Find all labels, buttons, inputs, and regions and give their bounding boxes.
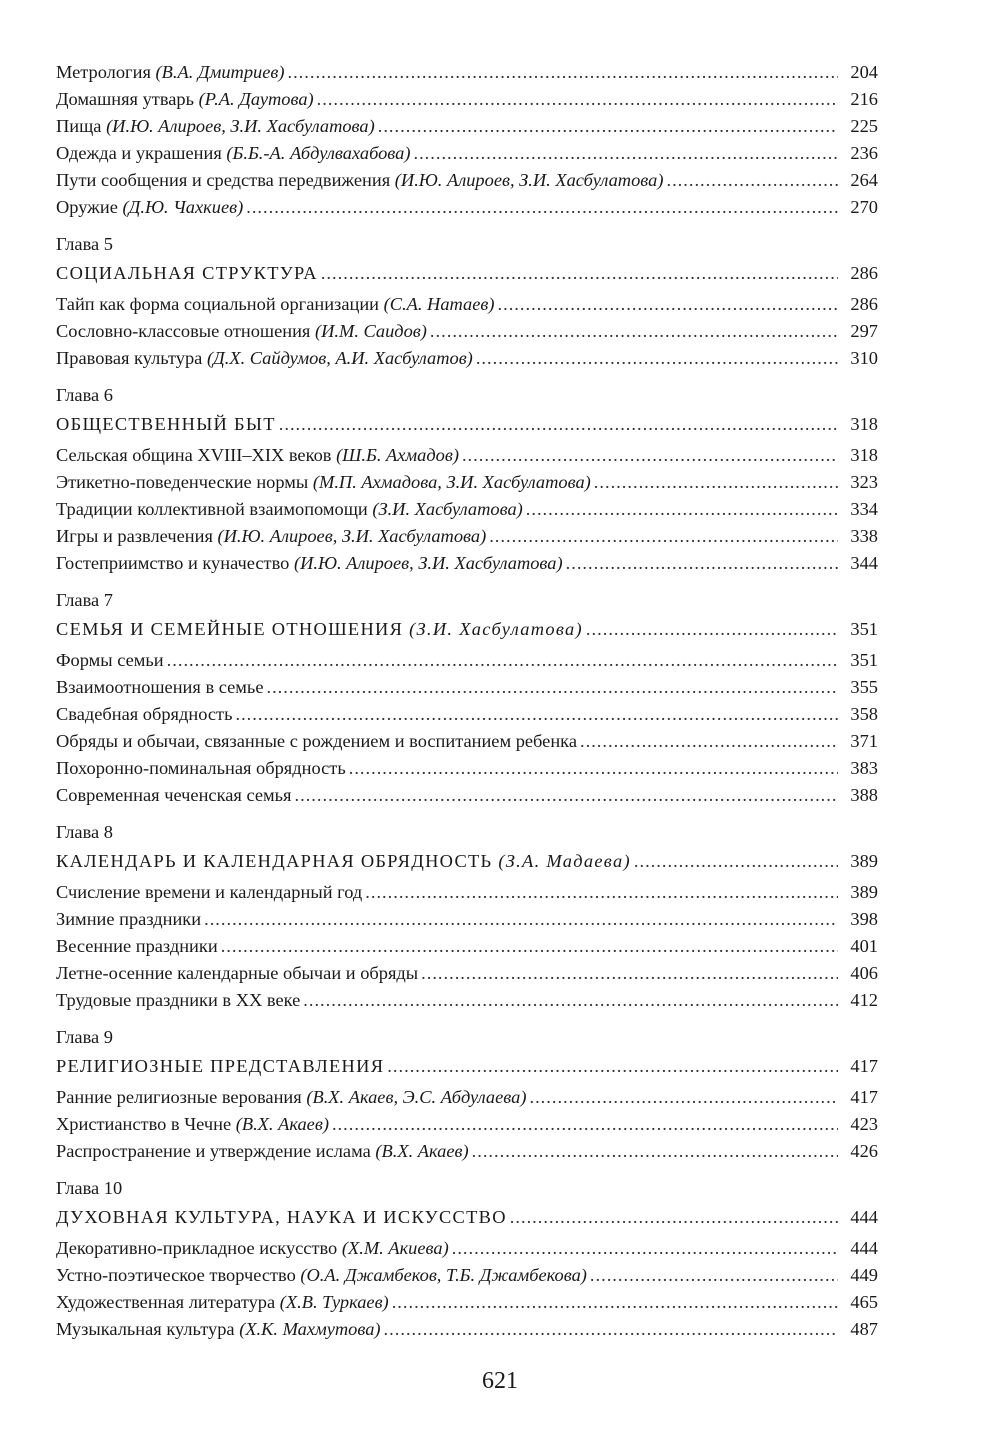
entry-title-text: Ранние религиозные верования: [56, 1087, 302, 1107]
entry-title-text: Тайп как форма социальной организации: [56, 294, 380, 314]
entry-title: [56, 1235, 449, 1262]
entry-authors: (В.Х. Акаев): [375, 1141, 469, 1161]
dot-leader: [489, 523, 838, 550]
table-of-contents: [56, 59, 878, 1343]
entry-page: 270: [850, 197, 878, 217]
toc-entry: [56, 140, 878, 167]
entry-authors: (С.А. Натаев): [383, 294, 495, 314]
entry-page: 383: [850, 758, 878, 778]
entry-page: 338: [850, 526, 878, 546]
entry-title: [56, 616, 583, 643]
dot-leader: [384, 1316, 838, 1343]
entry-title-text: Одежда и украшения: [56, 143, 222, 163]
entry-authors: (В.Х. Акаев, Э.С. Абдулаева): [306, 1087, 527, 1107]
entry-authors: (Х.К. Махмутова): [239, 1319, 381, 1339]
toc-entry: [56, 1235, 878, 1262]
entry-title: [56, 496, 523, 523]
entry-title-text: Пища: [56, 116, 102, 136]
entry-page: 344: [850, 553, 878, 573]
entry-title-text: Зимние праздники: [56, 909, 202, 929]
chapter-heading: [56, 1204, 878, 1231]
dot-leader: [303, 987, 838, 1014]
entry-page: 225: [850, 116, 878, 136]
entry-title: [56, 345, 473, 372]
entry-title-text: Сельская община XVIII–XIX веков: [56, 445, 332, 465]
chapter-label: Глава 5: [56, 234, 113, 254]
entry-title-text: Обряды и обычаи, связанные с рождением и воспитанием ребенка: [56, 731, 577, 751]
entry-title: [56, 59, 284, 86]
entry-title: [56, 291, 495, 318]
entry-title: [56, 260, 318, 287]
dot-leader: [266, 674, 838, 701]
dot-leader: [246, 194, 838, 221]
entry-title-text: Летне-осенние календарные обычаи и обряды: [56, 963, 419, 983]
dot-leader: [566, 550, 838, 577]
entry-title-text: Пути сообщения и средства передвижения: [56, 170, 391, 190]
entry-title-text: Игры и развлечения: [56, 526, 213, 546]
toc-entry: [56, 782, 878, 809]
entry-authors: (Д.Х. Сайдумов, А.И. Хасбулатов): [206, 348, 473, 368]
entry-page: 444: [850, 1207, 878, 1227]
entry-page: 355: [850, 677, 878, 697]
entry-title-text: СОЦИАЛЬНАЯ СТРУКТУРА: [56, 263, 318, 283]
entry-title: [56, 86, 314, 113]
toc-entry: [56, 523, 878, 550]
dot-leader: [365, 879, 838, 906]
toc-entry: [56, 1138, 878, 1165]
entry-title-text: Формы семьи: [56, 650, 164, 670]
entry-page: 334: [850, 499, 878, 519]
entry-title-text: Устно-поэтическое творчество: [56, 1265, 296, 1285]
chapter-label: Глава 6: [56, 385, 113, 405]
entry-page: 216: [850, 89, 878, 109]
chapter-label: Глава 9: [56, 1027, 113, 1047]
entry-page: 351: [850, 619, 878, 639]
entry-page: 426: [850, 1141, 878, 1161]
dot-leader: [526, 496, 838, 523]
dot-leader: [279, 411, 838, 438]
entry-page: 444: [850, 1238, 878, 1258]
chapter-block: [56, 231, 878, 372]
entry-page: 286: [850, 263, 878, 283]
chapter-heading: [56, 616, 878, 643]
dot-leader: [430, 318, 838, 345]
entry-title: [56, 411, 276, 438]
toc-entry: [56, 1111, 878, 1138]
toc-entry: [56, 960, 878, 987]
entry-title-text: Сословно-классовые отношения: [56, 321, 311, 341]
dot-leader: [387, 1053, 838, 1080]
entry-title: [56, 1204, 507, 1231]
entry-title: [56, 879, 362, 906]
dot-leader: [413, 140, 838, 167]
entry-title-text: РЕЛИГИОЗНЫЕ ПРЕДСТАВЛЕНИЯ: [56, 1056, 385, 1076]
dot-leader: [476, 345, 838, 372]
entry-title: [56, 674, 263, 701]
entry-title-text: Домашняя утварь: [56, 89, 195, 109]
entry-page: 423: [850, 1114, 878, 1134]
entry-page: 465: [850, 1292, 878, 1312]
entry-page: 389: [850, 882, 878, 902]
entry-title-text: Гостеприимство и куначество: [56, 553, 290, 573]
entry-title-text: Оружие: [56, 197, 118, 217]
entry-title: [56, 523, 486, 550]
entry-authors: (В.А. Дмитриев): [155, 62, 285, 82]
entry-title: [56, 960, 418, 987]
toc-entry: [56, 167, 878, 194]
entry-page: 417: [850, 1087, 878, 1107]
toc-entry: [56, 987, 878, 1014]
chapter-block: [56, 587, 878, 809]
toc-entry: [56, 1316, 878, 1343]
chapter-block: [56, 1024, 878, 1165]
dot-leader: [594, 469, 838, 496]
entry-title-text: Весенние праздники: [56, 936, 218, 956]
entry-title: [56, 1053, 384, 1080]
entry-title-text: ДУХОВНАЯ КУЛЬТУРА, НАУКА И ИСКУССТВО: [56, 1207, 507, 1227]
entry-title: [56, 113, 375, 140]
toc-entry: [56, 59, 878, 86]
entry-title: [56, 167, 663, 194]
entry-page: 487: [850, 1319, 878, 1339]
dot-leader: [349, 755, 838, 782]
entry-title: [56, 318, 427, 345]
entry-page: 286: [850, 294, 878, 314]
entry-title: [56, 194, 243, 221]
entry-authors: (Х.В. Туркаев): [279, 1292, 389, 1312]
entry-authors: (Д.Ю. Чахкиев): [122, 197, 244, 217]
entry-title: [56, 550, 563, 577]
entry-authors: (И.М. Саидов): [315, 321, 427, 341]
entry-authors: (О.А. Джамбеков, Т.Б. Джамбекова): [300, 1265, 587, 1285]
dot-leader: [392, 1289, 838, 1316]
toc-entry: [56, 469, 878, 496]
dot-leader: [580, 728, 838, 755]
chapter-block: [56, 819, 878, 1014]
dot-leader: [586, 616, 838, 643]
chapter-list: [56, 231, 878, 1343]
dot-leader: [510, 1204, 838, 1231]
toc-entry: [56, 194, 878, 221]
entry-title-text: Этикетно-поведенческие нормы: [56, 472, 309, 492]
dot-leader: [332, 1111, 838, 1138]
toc-entry: [56, 701, 878, 728]
dot-leader: [317, 86, 838, 113]
toc-entry: [56, 86, 878, 113]
entry-page: 236: [850, 143, 878, 163]
entry-title: [56, 469, 591, 496]
entry-page: 398: [850, 909, 878, 929]
chapter-label: Глава 10: [56, 1178, 123, 1198]
entry-title-text: Декоративно-прикладное искусство: [56, 1238, 338, 1258]
chapter-label: Глава 8: [56, 822, 113, 842]
toc-entry: [56, 728, 878, 755]
entry-title-text: Трудовые праздники в XX веке: [56, 990, 301, 1010]
chapter-block: [56, 382, 878, 577]
entry-title: [56, 906, 201, 933]
entry-authors: (И.Ю. Алироев, З.И. Хасбулатова): [106, 116, 375, 136]
dot-leader: [462, 442, 838, 469]
chapter-label: Глава 7: [56, 590, 113, 610]
entry-page: 318: [850, 445, 878, 465]
entry-title: [56, 848, 631, 875]
toc-entry: [56, 291, 878, 318]
toc-entry: [56, 1262, 878, 1289]
dot-leader: [421, 960, 838, 987]
dot-leader: [452, 1235, 838, 1262]
entry-authors: (В.Х. Акаев): [235, 1114, 329, 1134]
toc-entry: [56, 496, 878, 523]
entry-page: 406: [850, 963, 878, 983]
entry-title: [56, 1262, 587, 1289]
toc-entry: [56, 550, 878, 577]
page-number: 621: [482, 1368, 518, 1394]
entry-title: [56, 647, 164, 674]
entry-authors: (М.П. Ахмадова, З.И. Хасбулатова): [312, 472, 591, 492]
entry-title: [56, 1316, 381, 1343]
entry-authors: (З.А. Мадаева): [498, 851, 631, 871]
entry-title-text: Распространение и утверждение ислама: [56, 1141, 371, 1161]
chapter-heading: [56, 411, 878, 438]
chapter-heading: [56, 848, 878, 875]
entry-title: [56, 140, 410, 167]
entry-authors: (Б.Б.-А. Абдулвахабова): [226, 143, 411, 163]
entry-authors: (И.Ю. Алироев, З.И. Хасбулатова): [394, 170, 664, 190]
entry-authors: (З.И. Хасбулатова): [372, 499, 523, 519]
entry-page: 401: [850, 936, 878, 956]
entry-title-text: Взаимоотношения в семье: [56, 677, 264, 697]
entry-title: [56, 1084, 526, 1111]
dot-leader: [529, 1084, 838, 1111]
entry-page: 351: [850, 650, 878, 670]
dot-leader: [378, 113, 838, 140]
chapter-block: [56, 1175, 878, 1343]
toc-entry: [56, 345, 878, 372]
toc-entry: [56, 442, 878, 469]
entry-title-text: Счисление времени и календарный год: [56, 882, 363, 902]
entry-title-text: СЕМЬЯ И СЕМЕЙНЫЕ ОТНОШЕНИЯ: [56, 619, 404, 639]
entry-title: [56, 755, 346, 782]
entry-title-text: Современная чеченская семья: [56, 785, 292, 805]
entry-title: [56, 701, 232, 728]
entry-authors: (Х.М. Акиева): [341, 1238, 449, 1258]
entry-page: 297: [850, 321, 878, 341]
dot-leader: [321, 260, 838, 287]
toc-entry: [56, 933, 878, 960]
entry-title-text: Традиции коллективной взаимопомощи: [56, 499, 368, 519]
intro-entries: [56, 59, 878, 221]
dot-leader: [235, 701, 838, 728]
entry-page: 371: [850, 731, 878, 751]
entry-page: 310: [850, 348, 878, 368]
chapter-heading: [56, 260, 878, 287]
entry-title-text: Правовая культура: [56, 348, 203, 368]
entry-title-text: Свадебная обрядность: [56, 704, 233, 724]
toc-entry: [56, 1289, 878, 1316]
entry-page: 264: [850, 170, 878, 190]
toc-entry: [56, 113, 878, 140]
toc-entry: [56, 879, 878, 906]
entry-page: 358: [850, 704, 878, 724]
toc-entry: [56, 318, 878, 345]
entry-title: [56, 933, 218, 960]
dot-leader: [167, 647, 838, 674]
entry-title-text: Похоронно-поминальная обрядность: [56, 758, 346, 778]
dot-leader: [295, 782, 839, 809]
entry-title: [56, 1111, 329, 1138]
entry-title: [56, 442, 459, 469]
dot-leader: [498, 291, 839, 318]
entry-page: 412: [850, 990, 878, 1010]
dot-leader: [287, 59, 838, 86]
entry-page: 323: [850, 472, 878, 492]
dot-leader: [472, 1138, 838, 1165]
dot-leader: [221, 933, 838, 960]
entry-page: 449: [850, 1265, 878, 1285]
entry-authors: (З.И. Хасбулатова): [409, 619, 583, 639]
dot-leader: [590, 1262, 838, 1289]
dot-leader: [634, 848, 838, 875]
entry-authors: (И.Ю. Алироев, З.И. Хасбулатова): [217, 526, 487, 546]
toc-entry: [56, 1084, 878, 1111]
entry-page: 318: [850, 414, 878, 434]
entry-title: [56, 1289, 389, 1316]
entry-title-text: Музыкальная культура: [56, 1319, 235, 1339]
toc-entry: [56, 674, 878, 701]
entry-page: 388: [850, 785, 878, 805]
entry-title-text: Христианство в Чечне: [56, 1114, 232, 1134]
entry-authors: (Р.А. Даутова): [198, 89, 314, 109]
toc-entry: [56, 647, 878, 674]
entry-authors: (Ш.Б. Ахмадов): [336, 445, 459, 465]
entry-page: 389: [850, 851, 878, 871]
entry-page: 417: [850, 1056, 878, 1076]
entry-page: 204: [850, 62, 878, 82]
entry-authors: (И.Ю. Алироев, З.И. Хасбулатова): [293, 553, 563, 573]
dot-leader: [666, 167, 838, 194]
entry-title-text: КАЛЕНДАРЬ И КАЛЕНДАРНАЯ ОБРЯДНОСТЬ: [56, 851, 493, 871]
entry-title: [56, 728, 577, 755]
toc-entry: [56, 906, 878, 933]
entry-title-text: ОБЩЕСТВЕННЫЙ БЫТ: [56, 414, 276, 434]
entry-title: [56, 1138, 469, 1165]
toc-entry: [56, 755, 878, 782]
entry-title: [56, 987, 300, 1014]
entry-title: [56, 782, 292, 809]
chapter-heading: [56, 1053, 878, 1080]
entry-title-text: Метрология: [56, 62, 151, 82]
entry-title-text: Художественная литература: [56, 1292, 276, 1312]
dot-leader: [204, 906, 838, 933]
